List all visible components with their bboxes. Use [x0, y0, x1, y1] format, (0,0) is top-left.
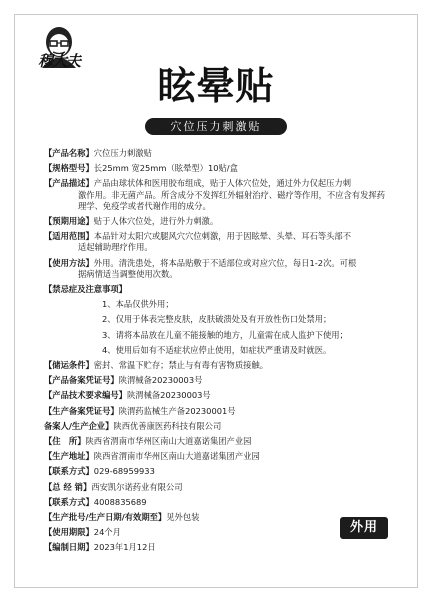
info-row-product-name: 【产品名称】穴位压力刺激贴: [44, 148, 152, 158]
info-row-storage: 【储运条件】密封、常温下贮存；禁止与有毒有害物质接触。: [44, 360, 269, 371]
info-row-residence: 【住 所】陕西省渭南市华州区南山大道嘉诺集团产业园: [44, 436, 252, 447]
info-row-spec: 【规格型号】长25mm 宽25mm（眩晕型）10贴/盒: [44, 163, 238, 174]
notes-heading: 【禁忌症及注意事项】: [44, 284, 127, 295]
subtitle-banner: 穴位压力刺激贴: [145, 118, 287, 135]
info-row-filing-number: 【产品备案凭证号】陕渭械备20230003号: [44, 375, 203, 386]
info-row-contact: 【联系方式】029-68959933: [44, 466, 155, 477]
info-row-production-filing: 【生产备案凭证号】陕渭药监械生产备20230001号: [44, 405, 236, 416]
info-row-tech-requirement: 【产品技术要求编号】陕渭械备20230003号: [44, 390, 211, 401]
info-row-distributor: 【总 经 销】西安凯尔诺药业有限公司: [44, 481, 183, 492]
info-row-usage: 【使用方法】外用。清洗患处，将本品贴敷于不适部位或对应穴位，每日1-2次。可根 据病情适当调整使用次数。: [44, 257, 357, 279]
note-item: 2、仅用于体表完整皮肤，皮肤破溃处及有开放性伤口处禁用；: [102, 314, 332, 325]
info-row-batch: 【生产批号/生产日期/有效期至】见外包装: [44, 512, 200, 523]
note-item: 3、请将本品放在儿童不能接触的地方，儿童需在成人监护下使用；: [102, 329, 348, 340]
info-row-distributor-contact: 【联系方式】4008835689: [44, 496, 147, 507]
info-row-description: 【产品描述】产品由球状体和医用胶布组成，贴于人体穴位处，通过外力仅起压力刺 激作用。非无菌产品。所含成分不发挥红外辐射治疗、磁疗等作用，不应含有发挥药理学、免疫学或者代谢作用的成分。: [44, 178, 385, 211]
note-item: 4、使用后如有不适症状应停止使用，如症状严重请及时就医。: [102, 344, 332, 355]
info-row-production-address: 【生产地址】陕西省渭南市华州区南山大道嘉诺集团产业园: [44, 451, 260, 462]
info-row-compile-date: 【编制日期】2023年1月12日: [44, 542, 156, 553]
info-row-intended-use: 【预期用途】贴于人体穴位处，进行外力刺激。: [44, 216, 219, 227]
brand-logo-text: 穆大夫: [37, 52, 80, 70]
external-use-badge: 外用: [340, 517, 388, 539]
page-title: 眩晕贴: [157, 64, 275, 108]
info-row-manufacturer: 备案人/生产企业】陕西优善康医药科技有限公司: [44, 420, 222, 431]
info-row-shelf-life: 【使用期限】24个月: [44, 527, 121, 538]
instructions-body: [44, 148, 392, 558]
note-item: 1、本品仅供外用；: [102, 299, 174, 310]
info-row-scope: 【适用范围】本品针对太阳穴或腿风穴穴位刺激，用于因眩晕、头晕、耳石等头部不 适起辅助理疗作用。: [44, 231, 352, 253]
